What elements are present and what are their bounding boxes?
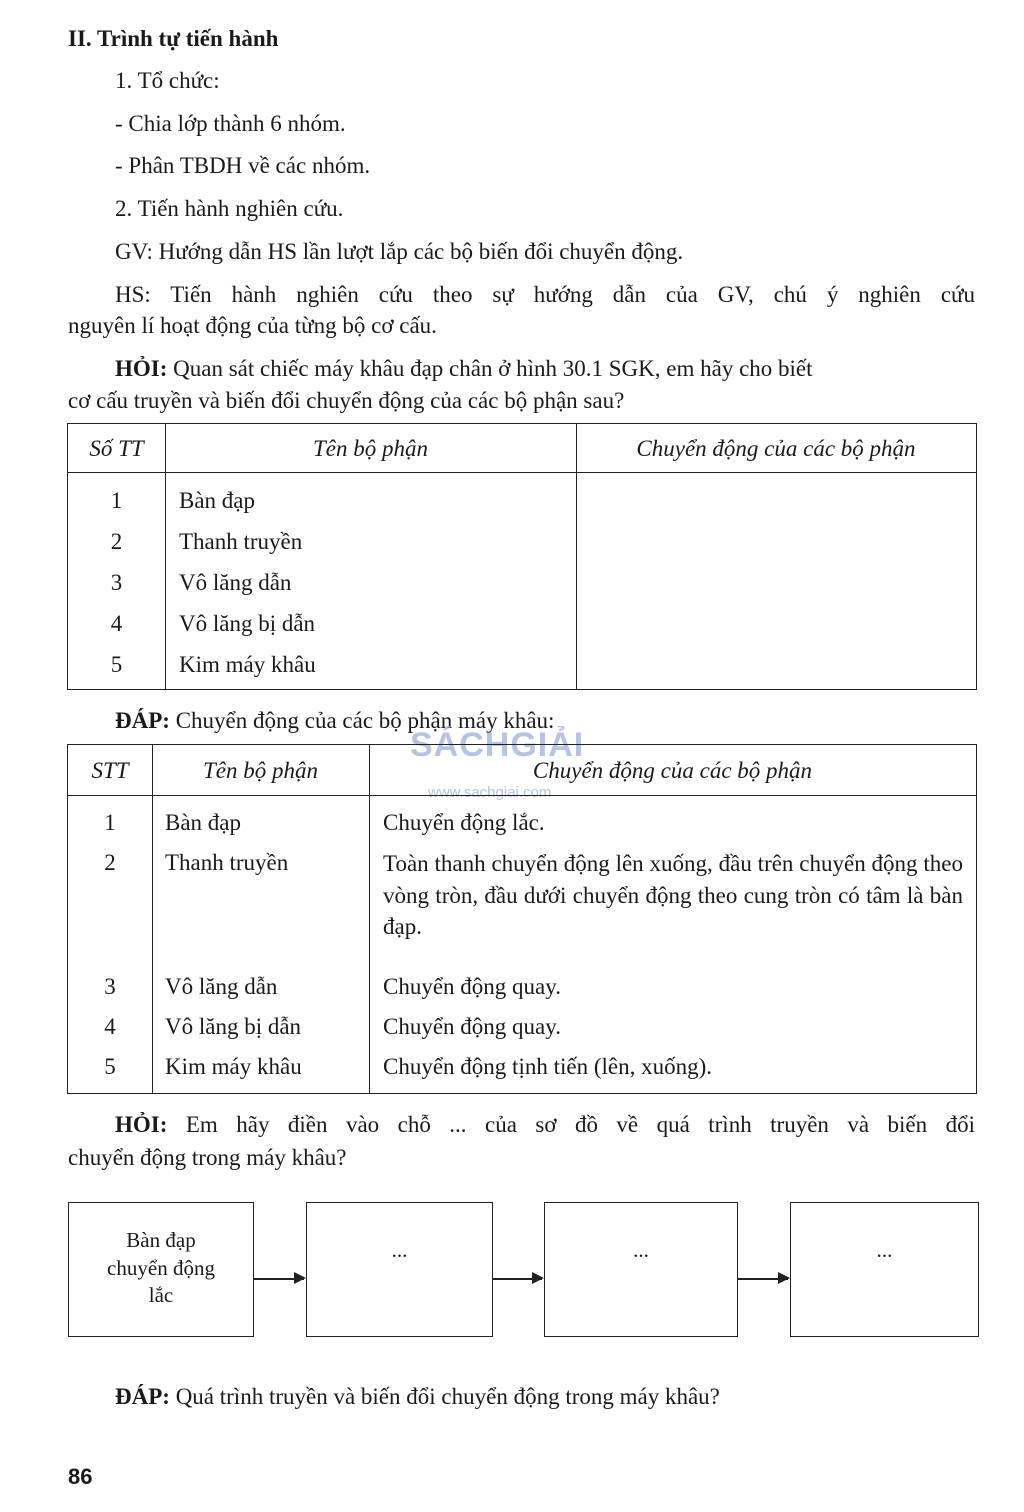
table-2-row-2-motion: Toàn thanh chuyển động lên xuống, đầu trên chuyển động theo vòng tròn, đầu dưới chuyển động theo cung tròn có tâm là bàn đạp. bbox=[383, 851, 963, 939]
table-2 bbox=[67, 744, 977, 1094]
question-1-line-2: cơ cấu truyền và biến đổi chuyển động của các bộ phận sau? bbox=[68, 388, 625, 413]
page-number: 86 bbox=[68, 1464, 93, 1489]
table-2-header-motion: Chuyển động của các bộ phận bbox=[532, 758, 813, 783]
question-1-text: Quan sát chiếc máy khâu đạp chân ở hình 30.1 SGK, em hãy cho biết bbox=[167, 356, 813, 381]
diagram-box-pedal-line-1: Bàn đạp bbox=[126, 1228, 196, 1252]
table-2-row-1-motion: Chuyển động lắc. bbox=[383, 810, 545, 835]
hs-instruction-line-1: HS: Tiến hành nghiên cứu theo sự hướng dẫn của GV, chú ý nghiên cứu bbox=[115, 282, 975, 307]
table-1-row-4-name: Vô lăng bị dẫn bbox=[179, 611, 316, 636]
question-1 bbox=[115, 354, 975, 384]
hs-instruction-line-2: nguyên lí hoạt động của từng bộ cơ cấu. bbox=[68, 313, 437, 338]
answer-2 bbox=[115, 1382, 720, 1412]
table-1-header-name: Tên bộ phận bbox=[313, 436, 428, 461]
diagram-arrow-1 bbox=[254, 1278, 304, 1280]
table-1-row-3-name: Vô lăng dẫn bbox=[179, 570, 292, 595]
table-1-row-5-name: Kim máy khâu bbox=[179, 652, 316, 677]
diagram-box-pedal-line-2: chuyển động bbox=[107, 1256, 215, 1280]
answer-2-text: Quá trình truyền và biến đổi chuyển động trong máy khâu? bbox=[169, 1384, 720, 1409]
diagram-box-4-blank: ... bbox=[876, 1238, 893, 1262]
table-1-row-4-stt: 4 bbox=[110, 611, 123, 636]
organize-heading: 1. Tổ chức: bbox=[115, 68, 220, 93]
watermark-logo: SÁCHGIẢI bbox=[410, 726, 585, 764]
organize-item-2: - Phân TBDH về các nhóm. bbox=[115, 153, 371, 178]
table-2-row-4-stt: 4 bbox=[104, 1014, 116, 1039]
table-2-row-4-motion: Chuyển động quay. bbox=[383, 1014, 562, 1039]
diagram-box-2-blank: ... bbox=[391, 1238, 408, 1262]
answer-1-label: ĐÁP: bbox=[115, 708, 170, 733]
table-2-row-2-name: Thanh truyền bbox=[165, 850, 289, 875]
table-1-row-1-stt: 1 bbox=[110, 488, 123, 513]
table-1-header-motion: Chuyển động của các bộ phận bbox=[636, 436, 916, 461]
diagram-box-2 bbox=[306, 1202, 493, 1337]
answer-2-label: ĐÁP: bbox=[115, 1384, 170, 1409]
table-2-row-1-stt: 1 bbox=[104, 810, 116, 835]
table-2-row-5-motion: Chuyển động tịnh tiến (lên, xuống). bbox=[383, 1054, 712, 1079]
table-1 bbox=[67, 423, 977, 690]
table-2-row-5-stt: 5 bbox=[104, 1054, 116, 1079]
table-2-row-2-stt: 2 bbox=[104, 850, 116, 875]
table-2-row-1-name: Bàn đạp bbox=[165, 810, 242, 835]
diagram-box-3 bbox=[544, 1202, 738, 1337]
question-2 bbox=[115, 1110, 975, 1140]
question-2-text: Em hãy điền vào chỗ ... của sơ đồ về quá trình truyền và biến đổi bbox=[167, 1112, 975, 1137]
table-1-row-2-name: Thanh truyền bbox=[179, 529, 303, 554]
diagram-box-pedal-line-3: lắc bbox=[148, 1283, 174, 1307]
table-2-row-3-motion: Chuyển động quay. bbox=[383, 974, 562, 999]
table-1-row-1-name: Bàn đạp bbox=[179, 488, 256, 513]
table-1-header-stt: Số TT bbox=[89, 436, 144, 461]
diagram-box-pedal bbox=[68, 1202, 254, 1337]
table-1-row-2-stt: 2 bbox=[110, 529, 123, 554]
research-heading: 2. Tiến hành nghiên cứu. bbox=[115, 196, 344, 221]
diagram-box-4 bbox=[790, 1202, 979, 1337]
table-2-row-5-name: Kim máy khâu bbox=[165, 1054, 302, 1079]
question-1-label: HỎI: bbox=[115, 356, 168, 381]
diagram-arrow-2 bbox=[493, 1278, 542, 1280]
gv-instruction: GV: Hướng dẫn HS lần lượt lắp các bộ biến đổi chuyển động. bbox=[115, 239, 684, 264]
table-2-row-3-name: Vô lăng dẫn bbox=[165, 974, 278, 999]
diagram-box-3-blank: ... bbox=[633, 1238, 649, 1262]
question-2-line-2: chuyển động trong máy khâu? bbox=[68, 1145, 347, 1170]
watermark-url: www.sachgiai.com bbox=[428, 784, 552, 801]
table-1-row-3-stt: 3 bbox=[110, 570, 123, 595]
table-2-header-name: Tên bộ phận bbox=[203, 758, 318, 783]
organize-item-1: - Chia lớp thành 6 nhóm. bbox=[115, 111, 346, 136]
table-2-row-3-stt: 3 bbox=[104, 974, 116, 999]
section-title: II. Trình tự tiến hành bbox=[68, 26, 279, 51]
answer-1-text: Chuyển động của các bộ phận máy khâu: bbox=[169, 708, 555, 733]
table-2-row-4-name: Vô lăng bị dẫn bbox=[165, 1014, 302, 1039]
table-2-header-stt: STT bbox=[91, 758, 129, 783]
question-2-label: HỎI: bbox=[115, 1112, 168, 1137]
table-1-row-5-stt: 5 bbox=[110, 652, 123, 677]
diagram-arrow-3 bbox=[738, 1278, 788, 1280]
